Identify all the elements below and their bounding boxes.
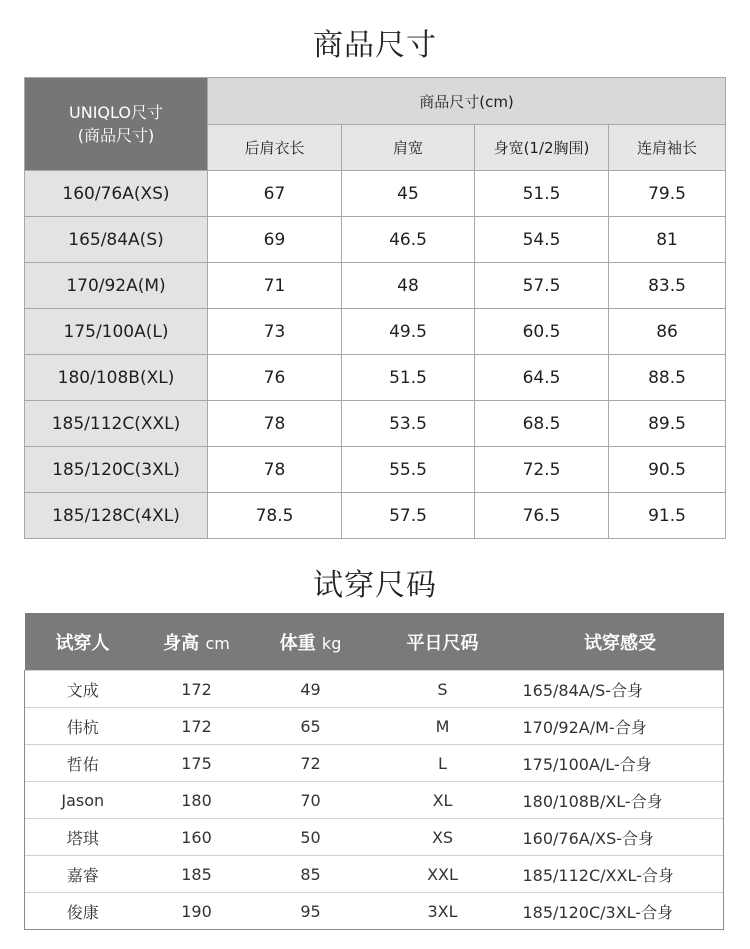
size-cell: 89.5 (609, 401, 726, 447)
tryon-usual-size: M (369, 708, 517, 745)
header-unit: cm (205, 633, 230, 653)
size-cell: 53.5 (342, 401, 475, 447)
tryon-weight: 95 (253, 893, 369, 930)
size-cell: 78 (208, 447, 342, 493)
size-cell: 91.5 (609, 493, 726, 539)
tryon-usual-size: L (369, 745, 517, 782)
size-cell: 69 (208, 217, 342, 263)
tryon-weight: 85 (253, 856, 369, 893)
tryon-header-weight (253, 613, 369, 671)
tryon-usual-size: XXL (369, 856, 517, 893)
size-cell: 46.5 (342, 217, 475, 263)
size-row (25, 493, 726, 539)
size-row (25, 263, 726, 309)
tryon-person: 伟杭 (25, 708, 141, 745)
size-cell: 51.5 (342, 355, 475, 401)
size-row (25, 355, 726, 401)
tryon-feedback: 170/92A/M-合身 (517, 708, 724, 745)
tryon-height: 180 (141, 782, 253, 819)
size-row (25, 447, 726, 493)
tryon-weight: 72 (253, 745, 369, 782)
size-label: 185/112C(XXL) (25, 401, 208, 447)
size-cell: 45 (342, 171, 475, 217)
size-label: 185/128C(4XL) (25, 493, 208, 539)
tryon-usual-size: 3XL (369, 893, 517, 930)
size-row (25, 217, 726, 263)
corner-label-brand: UNIQLO尺寸 (69, 103, 163, 122)
tryon-feedback: 165/84A/S-合身 (517, 671, 724, 708)
size-cell: 81 (609, 217, 726, 263)
column-header-back-length: 后肩衣长 (208, 125, 342, 171)
size-label: 170/92A(M) (25, 263, 208, 309)
tryon-person: 嘉睿 (25, 856, 141, 893)
tryon-height: 172 (141, 708, 253, 745)
size-cell: 49.5 (342, 309, 475, 355)
size-cell: 55.5 (342, 447, 475, 493)
tryon-row (25, 782, 724, 819)
size-cell: 60.5 (475, 309, 609, 355)
size-cell: 76 (208, 355, 342, 401)
header-unit: kg (321, 633, 342, 653)
column-header-shoulder-width: 肩宽 (342, 125, 475, 171)
size-label: 165/84A(S) (25, 217, 208, 263)
size-cell: 68.5 (475, 401, 609, 447)
size-row (25, 171, 726, 217)
size-cell: 90.5 (609, 447, 726, 493)
size-label: 175/100A(L) (25, 309, 208, 355)
tryon-table (24, 613, 724, 930)
size-cell: 86 (609, 309, 726, 355)
tryon-person: 文成 (25, 671, 141, 708)
tryon-weight: 65 (253, 708, 369, 745)
tryon-row (25, 745, 724, 782)
column-header-sleeve-length: 连肩袖长 (609, 125, 726, 171)
tryon-weight: 70 (253, 782, 369, 819)
tryon-person: Jason (25, 782, 141, 819)
tryon-row (25, 856, 724, 893)
tryon-weight: 49 (253, 671, 369, 708)
tryon-section-title: 试穿尺码 (313, 568, 437, 603)
tryon-header-feedback (517, 613, 724, 671)
tryon-person: 哲佑 (25, 745, 141, 782)
corner-label-sub: (商品尺寸) (77, 126, 155, 145)
tryon-usual-size: XS (369, 819, 517, 856)
size-row (25, 401, 726, 447)
size-cell: 64.5 (475, 355, 609, 401)
size-label: 185/120C(3XL) (25, 447, 208, 493)
tryon-header-person (25, 613, 141, 671)
size-label: 160/76A(XS) (25, 171, 208, 217)
header-label: 身高 (163, 632, 200, 654)
size-group-header: 商品尺寸(cm) (208, 78, 726, 125)
size-row (25, 309, 726, 355)
column-header-body-width: 身宽(1/2胸围) (475, 125, 609, 171)
tryon-feedback: 185/120C/3XL-合身 (517, 893, 724, 930)
tryon-header-usual-size (369, 613, 517, 671)
tryon-usual-size: XL (369, 782, 517, 819)
tryon-feedback: 175/100A/L-合身 (517, 745, 724, 782)
size-cell: 51.5 (475, 171, 609, 217)
size-cell: 54.5 (475, 217, 609, 263)
size-label: 180/108B(XL) (25, 355, 208, 401)
tryon-usual-size: S (369, 671, 517, 708)
size-section-title: 商品尺寸 (313, 28, 437, 63)
header-label: 体重 (279, 632, 316, 654)
size-cell: 71 (208, 263, 342, 309)
header-label: 平日尺码 (406, 632, 479, 654)
tryon-height: 185 (141, 856, 253, 893)
size-cell: 83.5 (609, 263, 726, 309)
header-label: 试穿感受 (584, 632, 656, 654)
size-cell: 78 (208, 401, 342, 447)
size-corner-header (25, 78, 208, 171)
tryon-height: 160 (141, 819, 253, 856)
tryon-row (25, 708, 724, 745)
size-table (24, 77, 726, 539)
size-cell: 76.5 (475, 493, 609, 539)
tryon-weight: 50 (253, 819, 369, 856)
size-cell: 48 (342, 263, 475, 309)
size-cell: 57.5 (342, 493, 475, 539)
tryon-person: 俊康 (25, 893, 141, 930)
tryon-feedback: 160/76A/XS-合身 (517, 819, 724, 856)
tryon-row (25, 671, 724, 708)
size-cell: 79.5 (609, 171, 726, 217)
size-cell: 67 (208, 171, 342, 217)
size-cell: 73 (208, 309, 342, 355)
tryon-height: 190 (141, 893, 253, 930)
tryon-feedback: 185/112C/XXL-合身 (517, 856, 724, 893)
tryon-header-height (141, 613, 253, 671)
tryon-feedback: 180/108B/XL-合身 (517, 782, 724, 819)
size-cell: 72.5 (475, 447, 609, 493)
tryon-height: 172 (141, 671, 253, 708)
tryon-person: 塔琪 (25, 819, 141, 856)
size-cell: 88.5 (609, 355, 726, 401)
tryon-row (25, 893, 724, 930)
size-cell: 57.5 (475, 263, 609, 309)
header-label: 试穿人 (55, 632, 110, 654)
tryon-height: 175 (141, 745, 253, 782)
tryon-row (25, 819, 724, 856)
size-cell: 78.5 (208, 493, 342, 539)
